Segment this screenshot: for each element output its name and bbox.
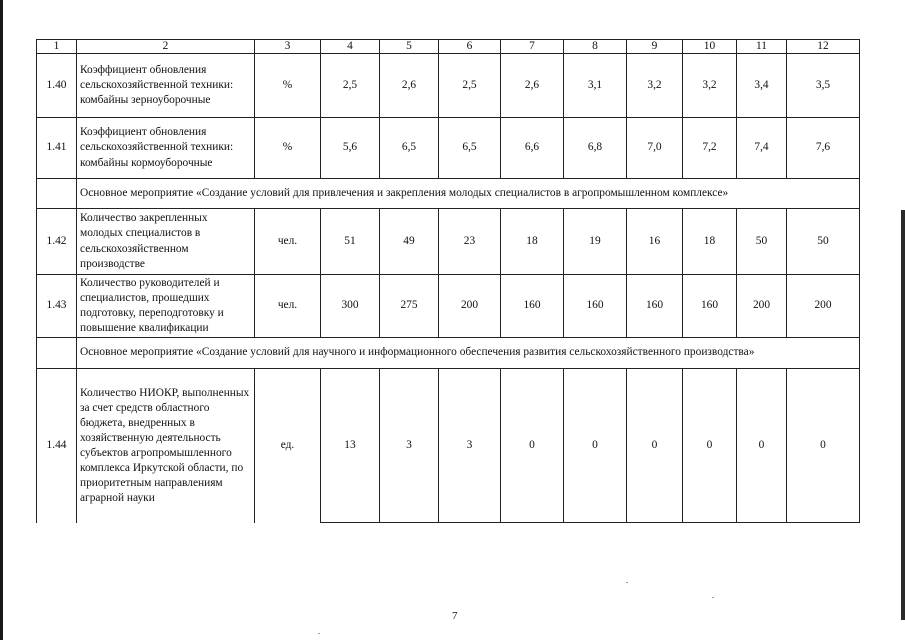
header-cell: 2 — [77, 40, 255, 54]
header-cell: 6 — [439, 40, 501, 54]
value-cell: 200 — [787, 275, 860, 338]
value-cell: 3,5 — [787, 54, 860, 118]
header-cell: 9 — [627, 40, 683, 54]
value-cell: 3,4 — [737, 54, 787, 118]
section-title: Основное мероприятие «Создание условий для привлечения и закрепления молодых специалистов в агропромышленном комплексе» — [77, 179, 860, 209]
header-cell: 8 — [564, 40, 627, 54]
scan-right-edge — [901, 210, 905, 620]
value-cell: 23 — [439, 209, 501, 275]
header-cell: 10 — [683, 40, 737, 54]
row-number — [37, 179, 77, 209]
value-cell: 51 — [321, 209, 380, 275]
unit-cell: % — [255, 54, 321, 118]
table-row — [37, 275, 860, 338]
value-cell: 7,6 — [787, 118, 860, 179]
value-cell: 6,5 — [380, 118, 439, 179]
value-cell: 19 — [564, 209, 627, 275]
indicator-name: Коэффициент обновления сельскохозяйственной техники: комбайны зерноуборочные — [77, 54, 255, 118]
value-cell: 13 — [321, 369, 380, 523]
value-cell: 0 — [737, 369, 787, 523]
scan-speck — [626, 582, 628, 583]
table-row — [37, 118, 860, 179]
value-cell: 0 — [564, 369, 627, 523]
header-row — [37, 40, 860, 54]
value-cell: 7,2 — [683, 118, 737, 179]
header-cell: 4 — [321, 40, 380, 54]
value-cell: 3 — [439, 369, 501, 523]
value-cell: 275 — [380, 275, 439, 338]
section-row — [37, 338, 860, 369]
indicators-table — [36, 39, 860, 523]
indicator-name: Количество руководителей и специалистов, прошедших подготовку, переподготовку и повышение квалификации — [77, 275, 255, 338]
header-cell: 7 — [501, 40, 564, 54]
value-cell: 3,2 — [683, 54, 737, 118]
value-cell: 3 — [380, 369, 439, 523]
row-number — [37, 338, 77, 369]
section-row — [37, 179, 860, 209]
unit-cell: чел. — [255, 209, 321, 275]
header-cell: 3 — [255, 40, 321, 54]
value-cell: 2,5 — [439, 54, 501, 118]
header-cell: 12 — [787, 40, 860, 54]
unit-cell: чел. — [255, 275, 321, 338]
header-cell: 11 — [737, 40, 787, 54]
indicator-name: Количество закрепленных молодых специалистов в сельскохозяйственном производстве — [77, 209, 255, 275]
value-cell: 200 — [737, 275, 787, 338]
value-cell: 300 — [321, 275, 380, 338]
value-cell: 6,6 — [501, 118, 564, 179]
scan-speck — [318, 633, 320, 634]
row-number: 1.43 — [37, 275, 77, 338]
value-cell: 160 — [683, 275, 737, 338]
value-cell: 3,2 — [627, 54, 683, 118]
table-row — [37, 54, 860, 118]
value-cell: 200 — [439, 275, 501, 338]
section-title: Основное мероприятие «Создание условий для научного и информационного обеспечения развития сельскохозяйственного производства» — [77, 338, 860, 369]
value-cell: 6,5 — [439, 118, 501, 179]
value-cell: 7,0 — [627, 118, 683, 179]
value-cell: 16 — [627, 209, 683, 275]
row-number: 1.42 — [37, 209, 77, 275]
value-cell: 160 — [501, 275, 564, 338]
page-number: 7 — [452, 610, 458, 622]
value-cell: 160 — [564, 275, 627, 338]
value-cell: 0 — [627, 369, 683, 523]
row-number: 1.41 — [37, 118, 77, 179]
value-cell: 50 — [787, 209, 860, 275]
scan-left-edge — [0, 0, 3, 640]
value-cell: 160 — [627, 275, 683, 338]
value-cell: 0 — [787, 369, 860, 523]
value-cell: 49 — [380, 209, 439, 275]
value-cell: 6,8 — [564, 118, 627, 179]
table-row — [37, 209, 860, 275]
header-cell: 1 — [37, 40, 77, 54]
scan-speck — [712, 597, 714, 598]
value-cell: 2,6 — [380, 54, 439, 118]
value-cell: 5,6 — [321, 118, 380, 179]
value-cell: 0 — [501, 369, 564, 523]
table-row — [37, 369, 860, 523]
value-cell: 50 — [737, 209, 787, 275]
header-cell: 5 — [380, 40, 439, 54]
value-cell: 0 — [683, 369, 737, 523]
indicator-name: Количество НИОКР, выполненных за счет средств областного бюджета, внедренных в хозяйственную деятельность субъектов агропромышленного комплекса Иркутской области, по приоритетным направлениям аграрной науки — [77, 369, 255, 523]
value-cell: 2,6 — [501, 54, 564, 118]
value-cell: 2,5 — [321, 54, 380, 118]
value-cell: 7,4 — [737, 118, 787, 179]
unit-cell: % — [255, 118, 321, 179]
row-number: 1.44 — [37, 369, 77, 523]
value-cell: 18 — [501, 209, 564, 275]
value-cell: 18 — [683, 209, 737, 275]
indicator-name: Коэффициент обновления сельскохозяйственной техники: комбайны кормоуборочные — [77, 118, 255, 179]
unit-cell: ед. — [255, 369, 321, 523]
row-number: 1.40 — [37, 54, 77, 118]
value-cell: 3,1 — [564, 54, 627, 118]
